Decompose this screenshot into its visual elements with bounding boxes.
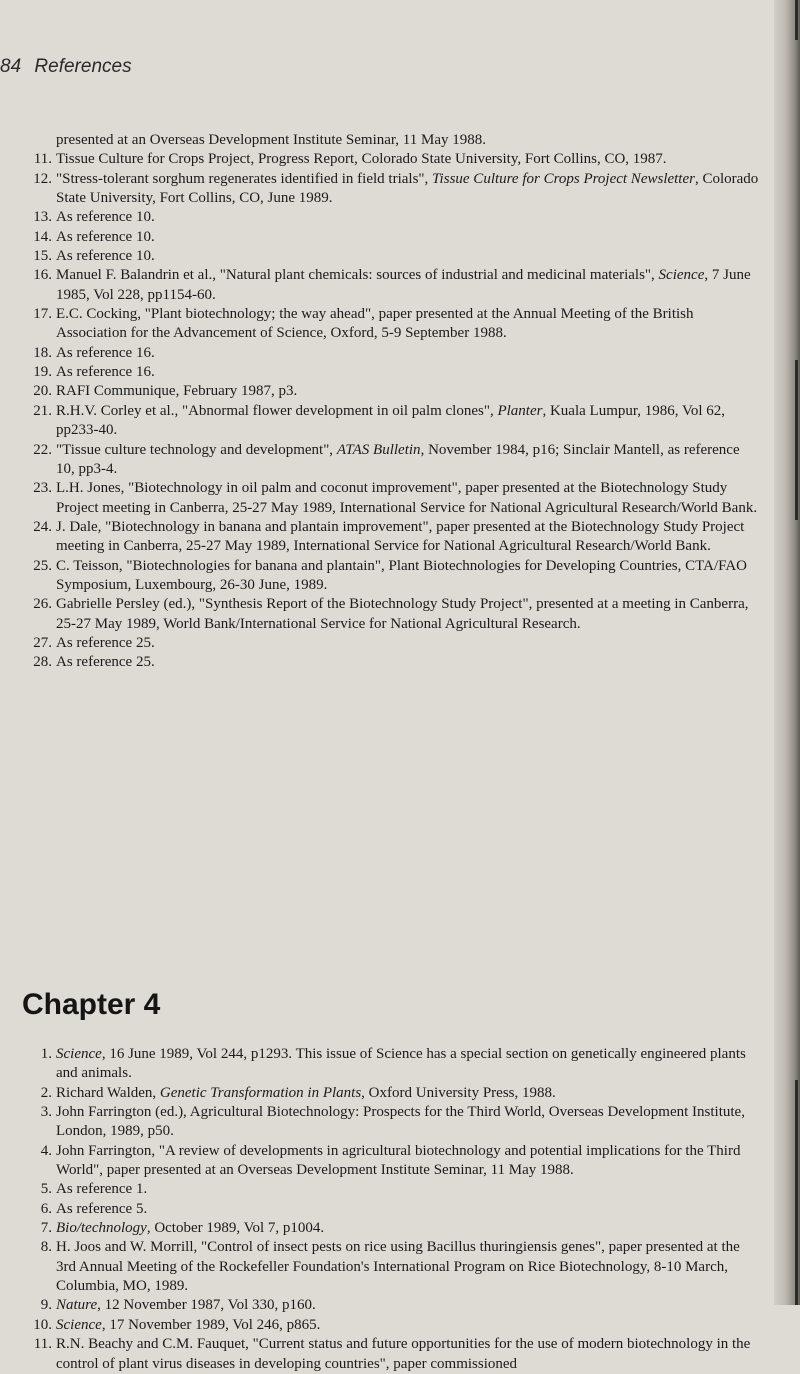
reference-text: "Tissue culture technology and development", ATAS Bulletin, November 1984, p16; Sinclair Mantell, as reference 10, pp3-4. [56, 441, 740, 477]
reference-number: 10. [33, 1316, 52, 1333]
reference-number: 15. [33, 248, 52, 265]
chapter4-reference-list [22, 1045, 762, 1374]
reference-text: E.C. Cocking, "Plant biotechnology; the way ahead", paper presented at the Annual Meeting of the British Association for the Advancement of Science, Oxford, 5-9 September 1988. [56, 306, 694, 342]
page-edge-mark [795, 1080, 798, 1305]
reference-text: As reference 16. [56, 344, 155, 361]
publication-title: Science [56, 1316, 102, 1333]
reference-text: John Farrington (ed.), Agricultural Biotechnology: Prospects for the Third World, Overseas Development Institute, London, 1989, p50. [56, 1104, 745, 1140]
reference-text: H. Joos and W. Morrill, "Control of insect pests on rice using Bacillus thuringiensis genes", paper presented at the 3rd Annual Meeting of the Rockefeller Foundation's International Program on Rice Biotechnology, 8-10 March, Columbia, MO, 1989. [56, 1239, 740, 1295]
reference-number: 8. [40, 1239, 52, 1256]
reference-text: L.H. Jones, "Biotechnology in oil palm and coconut improvement", paper presented at the Biotechnology Study Project meeting in Canberra, 25-27 May 1989, International Service for National Agricultural Research/World Bank. [56, 480, 758, 516]
reference-number: 9. [40, 1297, 52, 1314]
publication-title: Genetic Transformation in Plants [159, 1084, 362, 1101]
reference-item [22, 305, 762, 344]
reference-number: 28. [33, 654, 52, 671]
reference-item [22, 1103, 762, 1142]
reference-item [22, 1316, 762, 1335]
page-edge-mark [795, 360, 798, 520]
reference-number: 2. [40, 1084, 52, 1101]
reference-item [22, 150, 762, 169]
reference-text: As reference 5. [56, 1200, 148, 1217]
reference-number: 3. [40, 1104, 52, 1121]
reference-number: 11. [33, 151, 52, 168]
reference-item [22, 228, 762, 247]
reference-text: C. Teisson, "Biotechnologies for banana and plantain", Plant Biotechnologies for Developing Countries, CTA/FAO Symposium, Luxembourg, 26-30 June, 1989. [56, 557, 748, 593]
reference-item [22, 363, 762, 382]
reference-number: 13. [33, 209, 52, 226]
publication-title: Planter [497, 402, 543, 419]
reference-item [22, 653, 762, 672]
reference-text: Nature, 12 November 1987, Vol 330, p160. [56, 1297, 316, 1314]
reference-number: 23. [33, 480, 52, 497]
reference-text: R.N. Beachy and C.M. Fauquet, "Current status and future opportunities for the use of modern biotechnology in the control of plant virus diseases in developing countries", paper commissioned [56, 1336, 751, 1372]
chapter3-reference-list [22, 131, 762, 673]
reference-item [22, 557, 762, 596]
reference-item [22, 1045, 762, 1084]
reference-number: 18. [33, 344, 52, 361]
reference-item [22, 266, 762, 305]
reference-text: Bio/technology, October 1989, Vol 7, p1004. [56, 1220, 325, 1237]
reference-text: As reference 10. [56, 209, 155, 226]
reference-text: As reference 16. [56, 364, 155, 381]
chapter-heading: Chapter 4 [22, 988, 161, 1021]
reference-item [22, 479, 762, 518]
reference-text: As reference 10. [56, 248, 155, 265]
reference-item [22, 634, 762, 653]
reference-number: 6. [40, 1200, 52, 1217]
reference-number: 16. [33, 267, 52, 284]
reference-text: As reference 25. [56, 634, 155, 651]
reference-number: 14. [33, 228, 52, 245]
reference-item [22, 170, 762, 209]
reference-item [22, 1180, 762, 1199]
reference-item [22, 595, 762, 634]
reference-text: presented at an Overseas Development Institute Seminar, 11 May 1988. [56, 132, 486, 148]
reference-item [22, 402, 762, 441]
running-title: References [34, 56, 132, 77]
reference-text: Science, 17 November 1989, Vol 246, p865. [56, 1316, 321, 1333]
publication-title: Tissue Culture for Crops Project Newsletter [432, 170, 695, 187]
reference-text: "Stress-tolerant sorghum regenerates identified in field trials", Tissue Culture for Crops Project Newsletter, Colorado State University, Fort Collins, CO, June 1989. [56, 170, 759, 207]
reference-number: 26. [33, 596, 52, 613]
publication-title: ATAS Bulletin [336, 441, 421, 458]
reference-item [22, 1142, 762, 1181]
publication-title: Nature [56, 1297, 98, 1314]
reference-number: 11. [33, 1336, 52, 1353]
reference-number: 12. [33, 170, 52, 187]
reference-number: 24. [33, 518, 52, 535]
reference-number: 7. [40, 1220, 52, 1237]
reference-text: John Farrington, "A review of developments in agricultural biotechnology and potential implications for the Third World", paper presented at an Overseas Development Institute Seminar, 11 May 1988. [56, 1142, 741, 1179]
reference-text: RAFI Communique, February 1987, p3. [56, 383, 298, 400]
running-header [0, 56, 132, 78]
reference-item [22, 518, 762, 557]
page-number: 84 [0, 56, 22, 77]
reference-item [22, 1084, 762, 1103]
reference-text: Gabrielle Persley (ed.), "Synthesis Report of the Biotechnology Study Project", presented at a meeting in Canberra, 25-27 May 1989, World Bank/International Service for National Agricultural Research. [56, 596, 749, 632]
reference-number: 1. [40, 1046, 52, 1062]
reference-item [22, 382, 762, 401]
reference-number: 27. [33, 634, 52, 651]
page-edge-mark [795, 0, 798, 40]
reference-item [22, 1335, 762, 1374]
reference-number: 17. [33, 306, 52, 323]
publication-title: Bio/technology [56, 1220, 147, 1237]
reference-text: Science, 16 June 1989, Vol 244, p1293. This issue of Science has a special section on genetically engineered plants and animals. [56, 1046, 746, 1082]
reference-item [22, 344, 762, 363]
reference-text: Tissue Culture for Crops Project, Progress Report, Colorado State University, Fort Collins, CO, 1987. [56, 151, 667, 168]
book-page-edge [774, 0, 800, 1305]
reference-text: Richard Walden, Genetic Transformation in Plants, Oxford University Press, 1988. [56, 1084, 556, 1101]
reference-item [22, 441, 762, 480]
reference-text: As reference 25. [56, 654, 155, 671]
reference-item [22, 1296, 762, 1315]
publication-title: Science [56, 1046, 102, 1062]
reference-text: R.H.V. Corley et al., "Abnormal flower development in oil palm clones", Planter, Kuala Lumpur, 1986, Vol 62, pp233-40. [56, 402, 726, 439]
reference-item [22, 1200, 762, 1219]
reference-text: As reference 1. [56, 1181, 148, 1198]
reference-number: 21. [33, 402, 52, 419]
reference-item [22, 208, 762, 227]
reference-item [22, 247, 762, 266]
reference-number: 20. [33, 383, 52, 400]
reference-item [22, 1238, 762, 1296]
reference-item [22, 1219, 762, 1238]
reference-number: 19. [33, 364, 52, 381]
reference-number: 4. [40, 1142, 52, 1159]
publication-title: Science [658, 267, 705, 284]
reference-number: 22. [33, 441, 52, 458]
reference-text: As reference 10. [56, 228, 155, 245]
reference-number: 25. [33, 557, 52, 574]
reference-item [22, 131, 762, 150]
reference-text: Manuel F. Balandrin et al., "Natural plant chemicals: sources of industrial and medicinal materials", Science, 7 June 1985, Vol 228, pp1154-60. [56, 267, 751, 303]
reference-number: 5. [40, 1181, 52, 1198]
reference-text: J. Dale, "Biotechnology in banana and plantain improvement", paper presented at the Biotechnology Study Project meeting in Canberra, 25-27 May 1989, International Service for National Agricultural Research/World Bank. [56, 518, 745, 555]
